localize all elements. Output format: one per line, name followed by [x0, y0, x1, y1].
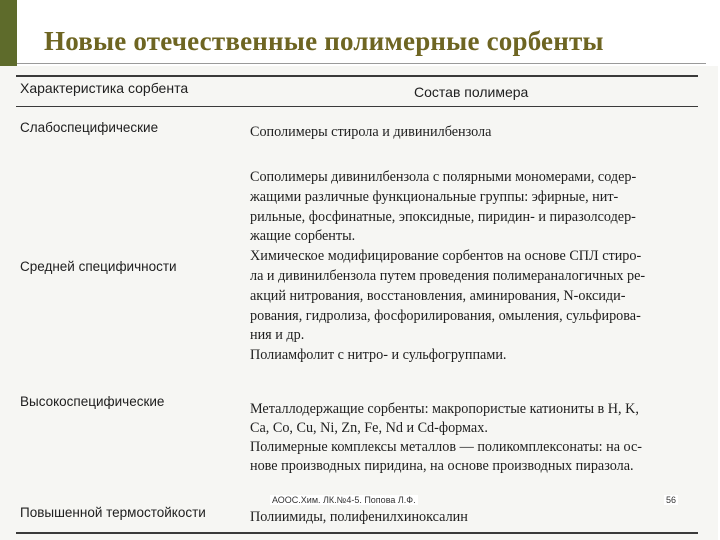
row-label-weak: Слабоспецифические [20, 120, 159, 135]
row-content-high [250, 400, 642, 476]
content-line: Полимерные комплексы металлов — поликомплексонаты: на ос- [250, 439, 643, 455]
content-line: ла и дивинилбензола путем проведения полимераналогичных ре- [250, 267, 646, 284]
header-characteristic: Характеристика сорбента [20, 80, 189, 96]
content-line: жащими различные функциональные группы: эфирные, нит- [250, 188, 619, 205]
content-line: жащие сорбенты. [250, 228, 356, 245]
slide-title: Новые отечественные полимерные сорбенты [44, 26, 604, 56]
content-line: нове производных пиридина, на основе производных пиразола. [250, 458, 634, 474]
row-content-thermal [250, 507, 468, 527]
row-label-thermal: Повышенной термостойкости [20, 505, 206, 520]
slide-footer-text: АООС.Хим. ЛК.№4-5. Попова Л.Ф. [272, 495, 416, 505]
content-line: ния и др. [250, 327, 305, 344]
table-top-rule [16, 75, 698, 77]
content-line: рования, гидролиза, фосфорилирования, омыления, сульфирова- [250, 307, 641, 324]
row-label-medium: Средней специфичности [20, 259, 177, 274]
content-line: акций нитрования, восстановления, аминирования, N-оксиди- [250, 287, 626, 304]
slide-page-number: 56 [666, 495, 677, 505]
content-line: Ca, Co, Cu, Ni, Zn, Fe, Nd и Cd-формах. [250, 420, 488, 436]
content-line: Полиамфолит с нитро- и сульфогруппами. [250, 347, 507, 364]
row-content-weak [250, 122, 491, 142]
accent-bar [0, 0, 17, 66]
title-divider [17, 63, 706, 64]
row-label-high: Высокоспецифические [20, 394, 165, 409]
content-line: Химическое модифицирование сорбентов на основе СПЛ стиро- [250, 248, 642, 265]
content-line: рильные, фосфинатные, эпоксидные, пиридин- и пиразолсодер- [250, 208, 636, 225]
table-header-rule [16, 106, 698, 107]
table-bottom-rule [16, 532, 698, 534]
header-composition: Состав полимера [414, 84, 529, 100]
content-line: Сополимеры стирола и дивинилбензола [250, 124, 492, 140]
content-line: Сополимеры дивинилбензола с полярными мономерами, содер- [250, 169, 637, 185]
row-content-medium [250, 168, 645, 366]
content-line: Металлодержащие сорбенты: макропористые катиониты в H, K, [250, 401, 639, 417]
content-line: Полиимиды, полифенилхиноксалин [250, 509, 468, 525]
